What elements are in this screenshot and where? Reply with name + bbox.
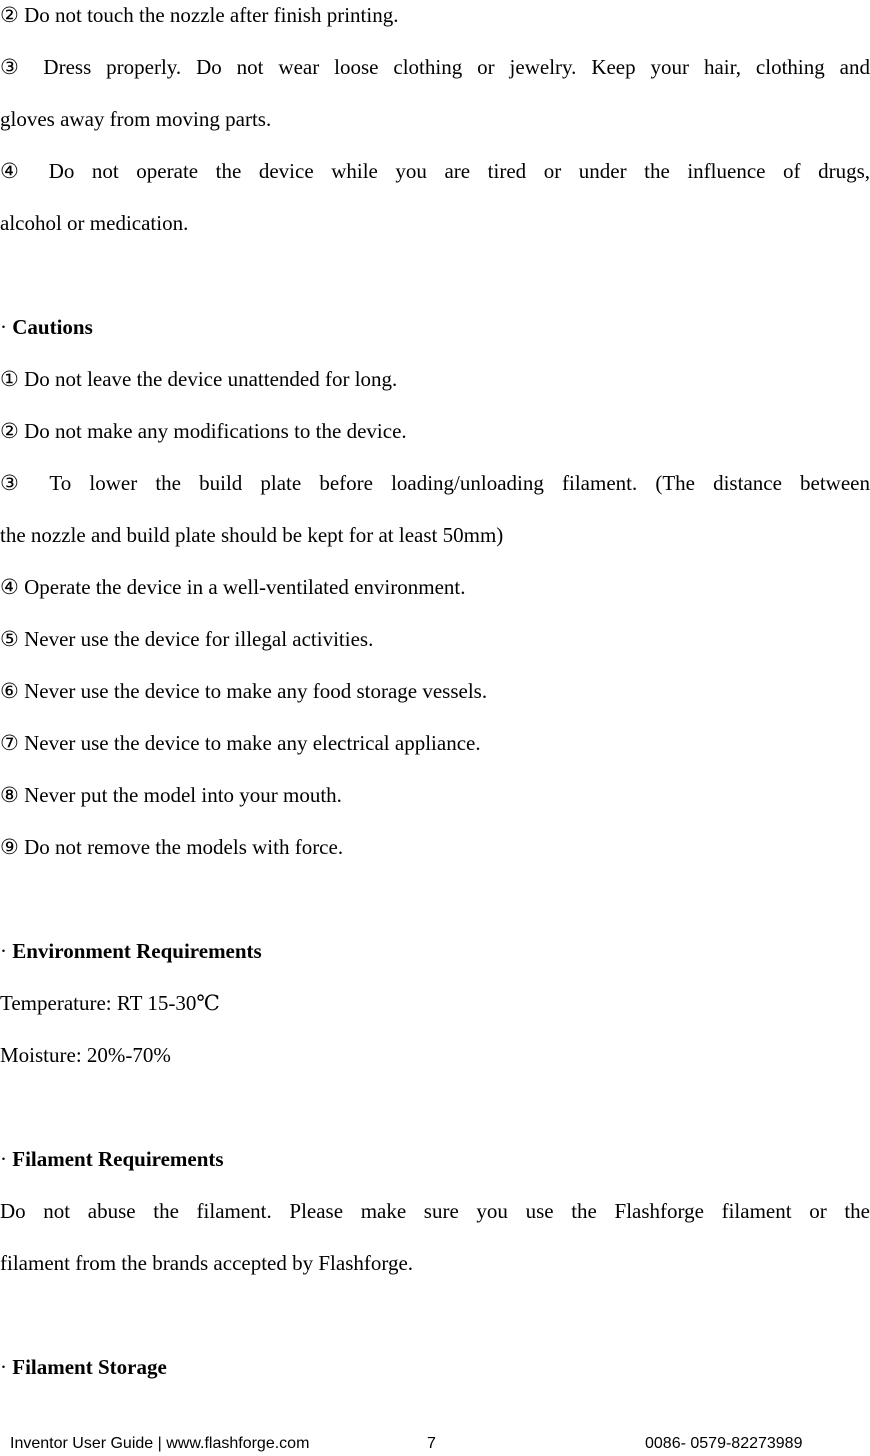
cautions-heading [0,314,93,340]
filament-heading-text: Filament Requirements [12,1147,224,1171]
temperature-requirement: Temperature: RT 15-30℃ [0,991,220,1015]
caution-item-3-line-1: ③ To lower the build plate before loading/unloading filament. (The distance between [0,471,870,495]
caution-item-8: ⑧ Never put the model into your mouth. [0,783,342,807]
footer-page-number: 7 [427,1435,436,1452]
environment-heading-text: Environment Requirements [12,939,262,963]
caution-item-2: ② Do not make any modifications to the device. [0,419,407,443]
bullet-dot: · [0,1355,7,1379]
caution-item-7: ⑦ Never use the device to make any electrical appliance. [0,731,481,755]
safety-item-4-line-1: ④ Do not operate the device while you are tired or under the influence of drugs, [0,159,870,183]
environment-heading [0,938,262,964]
filament-heading [0,1146,224,1172]
storage-heading-text: Filament Storage [12,1355,167,1379]
bullet-dot: · [0,939,7,963]
storage-heading [0,1354,167,1380]
safety-item-2: ② Do not touch the nozzle after finish printing. [0,3,399,27]
footer-guide-text: Inventor User Guide | www.flashforge.com [10,1435,310,1452]
footer-phone: 0086- 0579-82273989 [645,1435,803,1452]
filament-text-line-1: Do not abuse the filament. Please make sure you use the Flashforge filament or the [0,1199,870,1223]
safety-item-3-line-2: gloves away from moving parts. [0,107,272,131]
caution-item-9: ⑨ Do not remove the models with force. [0,835,344,859]
caution-item-6: ⑥ Never use the device to make any food storage vessels. [0,679,488,703]
caution-item-4: ④ Operate the device in a well-ventilated environment. [0,575,466,599]
safety-item-4-line-2: alcohol or medication. [0,211,189,235]
cautions-heading-text: Cautions [12,315,93,339]
safety-item-3-line-1: ③ Dress properly. Do not wear loose clothing or jewelry. Keep your hair, clothing and [0,55,870,79]
bullet-dot: · [0,315,7,339]
filament-text-line-2: filament from the brands accepted by Flashforge. [0,1251,414,1275]
caution-item-5: ⑤ Never use the device for illegal activities. [0,627,374,651]
caution-item-3-line-2: the nozzle and build plate should be kept for at least 50mm) [0,523,504,547]
bullet-dot: · [0,1147,7,1171]
caution-item-1: ① Do not leave the device unattended for long. [0,367,398,391]
moisture-requirement: Moisture: 20%-70% [0,1043,171,1067]
